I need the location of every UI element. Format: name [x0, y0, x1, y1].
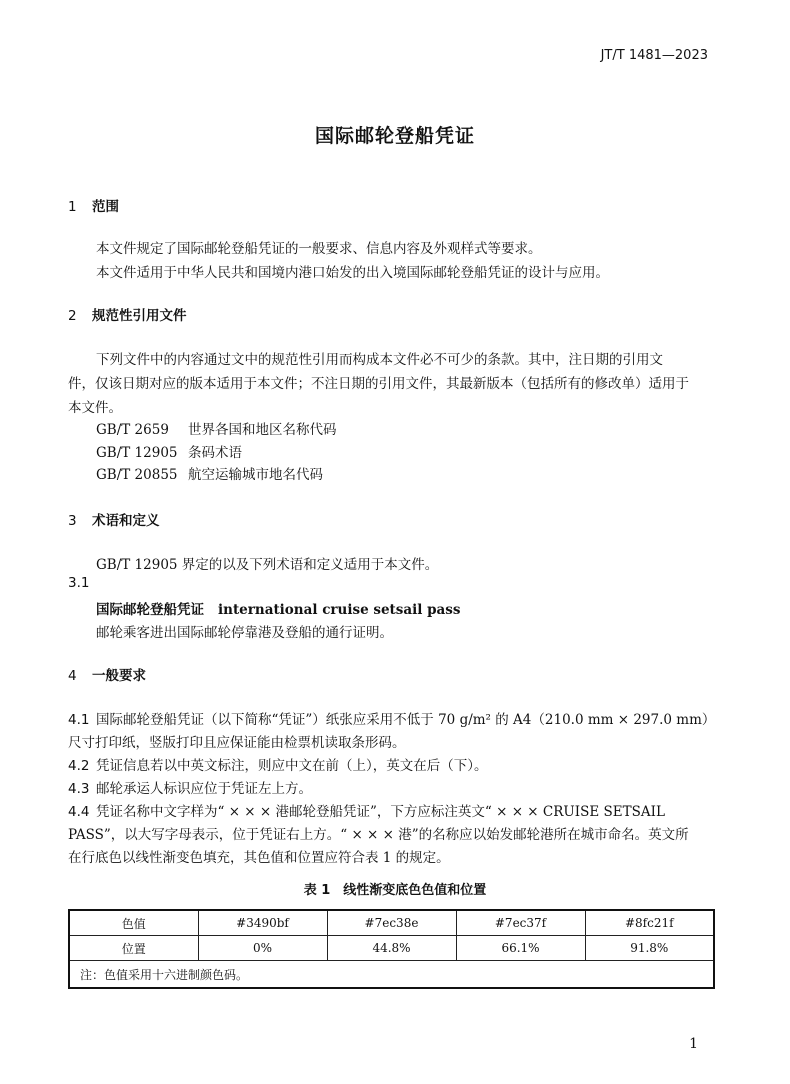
- page-number: 1: [689, 1036, 698, 1052]
- table-cell: #3490bf: [198, 910, 327, 936]
- table-note-row: [69, 961, 714, 989]
- document-title: 国际邮轮登船凭证: [314, 125, 475, 147]
- scope-paragraph-1: 本文件规定了国际邮轮登船凭证的一般要求、信息内容及外观样式等要求。: [96, 241, 542, 257]
- clause-text: 凭证信息若以中英文标注，则应中文在前（上），英文在后（下）。: [96, 758, 488, 774]
- references-intro-line-1: 下列文件中的内容通过文中的规范性引用而构成本文件必不可少的条款。其中，注日期的引用文: [96, 352, 663, 368]
- row-label: 色值: [69, 910, 198, 936]
- reference-item: [96, 463, 323, 483]
- reference-name: 条码术语: [188, 445, 242, 461]
- clause-number: 4.3: [68, 781, 90, 797]
- section-1-heading: [68, 195, 119, 215]
- reference-code: GB/T 2659: [96, 422, 169, 438]
- section-title: 规范性引用文件: [92, 308, 187, 324]
- table-note: 注：色值采用十六进制颜色码。: [69, 961, 714, 989]
- references-intro-line-2: 件，仅该日期对应的版本适用于本文件；不注日期的引用文件，其最新版本（包括所有的修改单）适用于: [68, 376, 689, 392]
- table-cell: #7ec37f: [456, 910, 585, 936]
- clause-text: 凭证名称中文字样为“ × × × 港邮轮登船凭证”，下方应标注英文“ × × × CRUISE SETSAIL: [96, 804, 665, 820]
- term-english: international cruise setsail pass: [218, 602, 461, 618]
- section-4-heading: [68, 664, 146, 684]
- table-cell: 44.8%: [327, 936, 456, 961]
- reference-code: GB/T 20855: [96, 467, 178, 483]
- term-entry: [96, 598, 461, 618]
- row-label: 位置: [69, 936, 198, 961]
- section-number: 1: [68, 199, 77, 215]
- clause-4-2: [68, 754, 488, 774]
- gradient-color-table: [68, 909, 715, 989]
- clause-4-1-line-1: [68, 708, 715, 728]
- table-cell: 0%: [198, 936, 327, 961]
- table-cell: 91.8%: [585, 936, 714, 961]
- term-chinese: 国际邮轮登船凭证: [96, 602, 204, 618]
- terms-intro: GB/T 12905 界定的以及下列术语和定义适用于本文件。: [96, 557, 439, 573]
- clause-4-4-line-3: 在行底色以线性渐变色填充，其色值和位置应符合表 1 的规定。: [68, 850, 450, 866]
- table-cell: #7ec38e: [327, 910, 456, 936]
- section-title: 范围: [92, 199, 119, 215]
- references-intro-line-3: 本文件。: [68, 400, 122, 416]
- scope-paragraph-2: 本文件适用于中华人民共和国境内港口始发的出入境国际邮轮登船凭证的设计与应用。: [96, 265, 609, 281]
- term-number: 3.1: [68, 575, 90, 591]
- reference-name: 世界各国和地区名称代码: [188, 422, 337, 438]
- clause-4-4-line-2: PASS”，以大写字母表示，位于凭证右上方。“ × × × 港”的名称应以始发邮轮港所在城市命名。英文所: [68, 827, 689, 843]
- table-cell: #8fc21f: [585, 910, 714, 936]
- section-number: 3: [68, 513, 77, 529]
- clause-number: 4.4: [68, 804, 90, 820]
- table-row: [69, 910, 714, 936]
- clause-number: 4.2: [68, 758, 90, 774]
- clause-number: 4.1: [68, 712, 90, 728]
- section-number: 2: [68, 308, 77, 324]
- clause-4-4-line-1: [68, 800, 665, 820]
- section-2-heading: [68, 304, 187, 324]
- section-title: 一般要求: [92, 668, 146, 684]
- section-title: 术语和定义: [92, 513, 160, 529]
- standard-code: JT/T 1481—2023: [600, 48, 708, 63]
- table-cell: 66.1%: [456, 936, 585, 961]
- clause-4-3: [68, 777, 312, 797]
- term-definition: 邮轮乘客进出国际邮轮停靠港及登船的通行证明。: [96, 625, 393, 641]
- reference-item: [96, 441, 242, 461]
- reference-code: GB/T 12905: [96, 445, 178, 461]
- table-row: [69, 936, 714, 961]
- section-number: 4: [68, 668, 77, 684]
- clause-text: 国际邮轮登船凭证（以下简称“凭证”）纸张应采用不低于 70 g/m² 的 A4（210.0 mm × 297.0 mm）: [96, 712, 716, 728]
- clause-4-1-line-2: 尺寸打印纸，竖版打印且应保证能由检票机读取条形码。: [68, 735, 406, 751]
- reference-item: [96, 418, 337, 438]
- section-3-heading: [68, 509, 160, 529]
- clause-text: 邮轮承运人标识应位于凭证左上方。: [96, 781, 312, 797]
- reference-name: 航空运输城市地名代码: [188, 467, 323, 483]
- table-caption: 表 1 线性渐变底色色值和位置: [303, 883, 487, 898]
